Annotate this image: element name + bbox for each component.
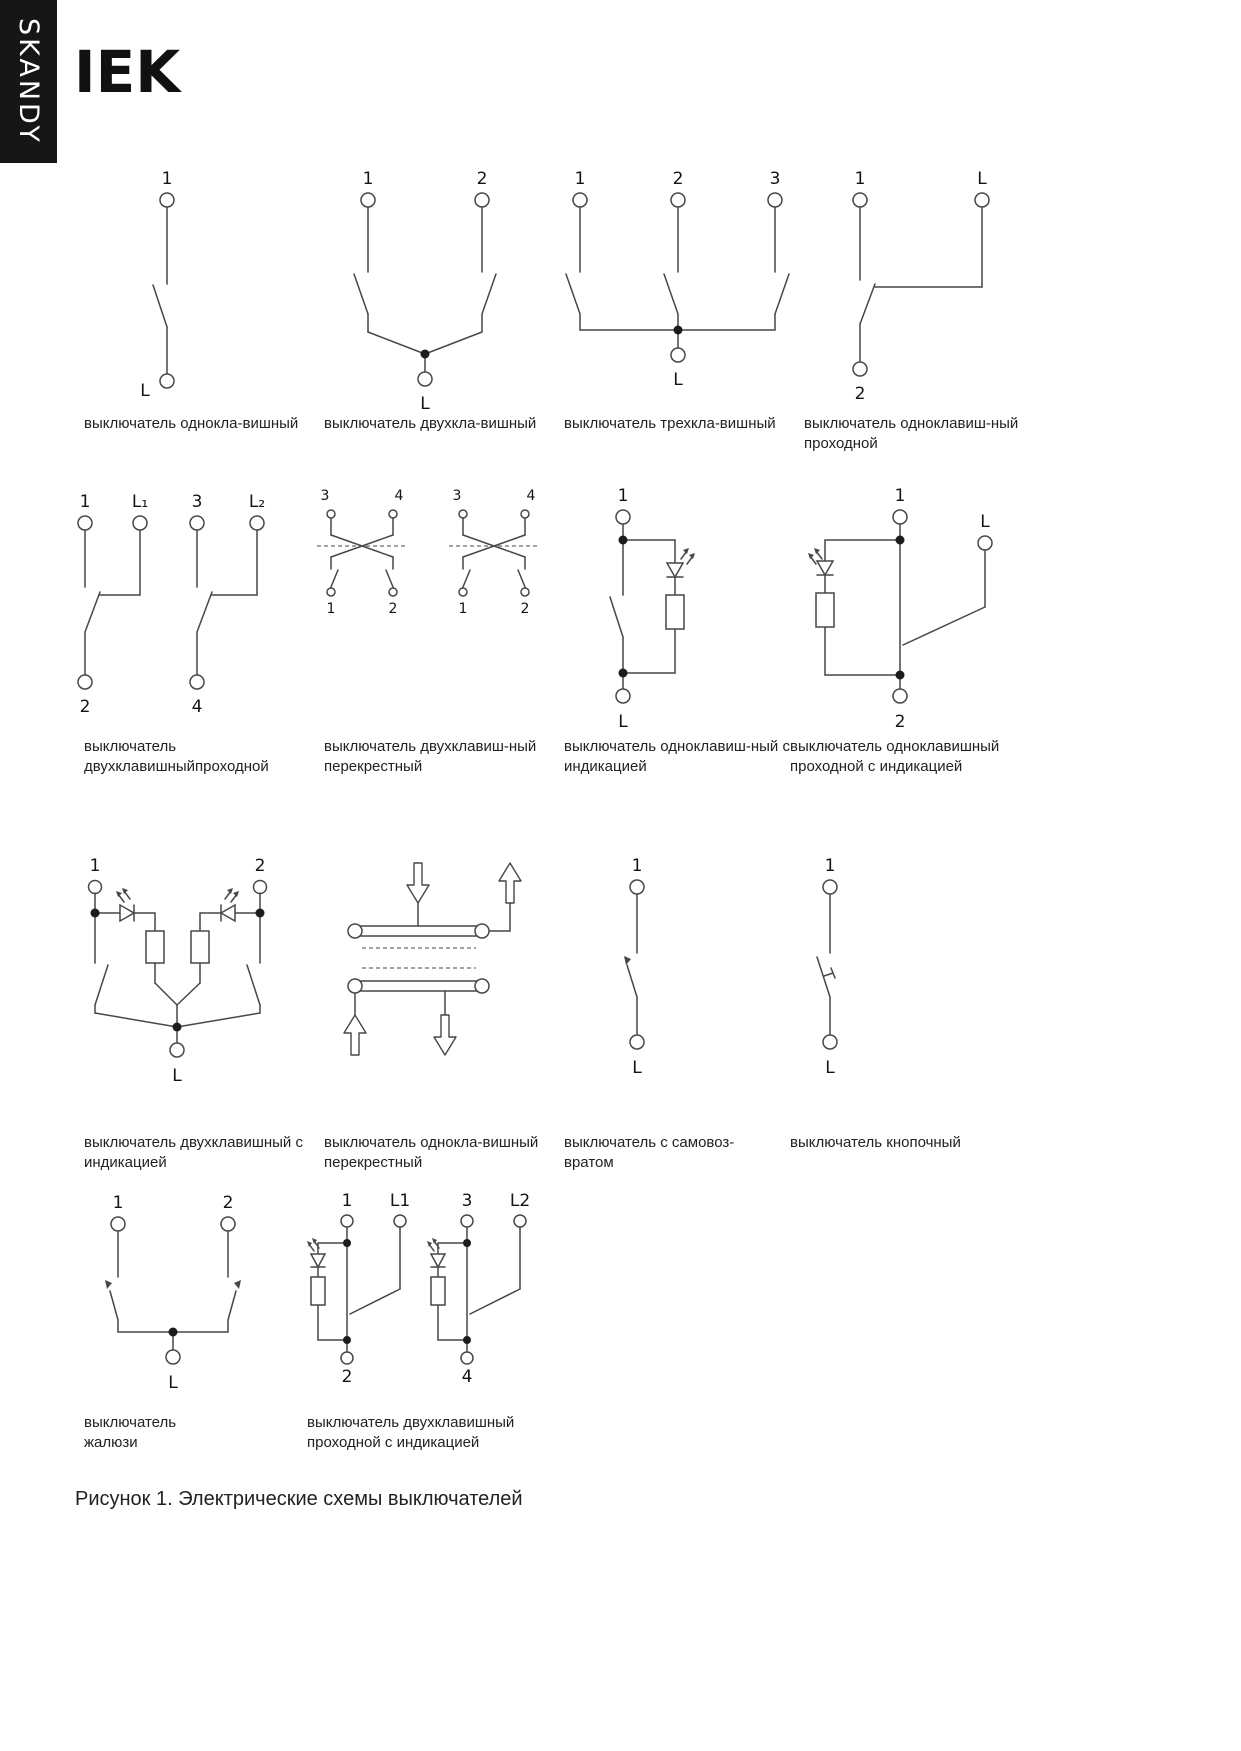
wires xyxy=(817,894,835,1035)
contact-circle xyxy=(475,979,489,993)
switch-blade xyxy=(664,274,678,314)
terminal-label: 1 xyxy=(79,492,91,512)
wires xyxy=(85,530,257,675)
blinds-schematic xyxy=(58,1192,288,1402)
switch-blade xyxy=(85,592,100,632)
diagram-double-cross-switch xyxy=(305,487,555,622)
resistor xyxy=(191,931,209,963)
resistor xyxy=(666,595,684,629)
terminal-circle xyxy=(893,510,907,524)
resistor xyxy=(816,593,834,627)
diagram-triple-switch xyxy=(552,162,792,417)
terminal-circle xyxy=(389,588,397,596)
label-blinds-switch: выключатель жалюзи xyxy=(84,1414,177,1452)
terminal-circle xyxy=(389,510,397,518)
diagram-self-return-switch xyxy=(582,855,692,1085)
label-double-pass-indicator-switch: выключатель двухклавишный проходной с индикацией xyxy=(307,1414,515,1452)
terminal-circle xyxy=(630,880,644,894)
terminal-circle xyxy=(78,675,92,689)
terminal-circle xyxy=(671,193,685,207)
terminal-label: 4 xyxy=(526,488,536,504)
led-indicator-icon xyxy=(808,548,833,575)
switch-blade xyxy=(350,1289,400,1314)
diagram-double-pass-switch xyxy=(60,487,310,742)
junction-dot xyxy=(619,669,628,678)
terminal-label: 3 xyxy=(320,488,330,504)
pass-indicator-unit-2 xyxy=(427,1191,530,1387)
label-double-pass-switch: выключатель двухклавишныйпроходной xyxy=(84,738,269,776)
terminal-circle xyxy=(975,193,989,207)
switch-blade xyxy=(110,1291,118,1320)
terminal-label: L xyxy=(825,1058,835,1078)
switch-blade xyxy=(331,570,338,587)
diagram-double-switch xyxy=(312,162,532,417)
brand-banner xyxy=(0,0,57,163)
terminal-label: L1 xyxy=(389,1191,411,1211)
terminal-label: 1 xyxy=(458,601,468,617)
terminal-circle xyxy=(254,881,267,894)
wires xyxy=(438,1227,520,1352)
led-emission-arrows-icon xyxy=(681,548,695,564)
switch-blade xyxy=(817,957,830,997)
terminal-circle xyxy=(89,881,102,894)
terminal-label: 2 xyxy=(79,697,91,717)
terminal-label: L xyxy=(420,394,430,414)
wires xyxy=(354,207,496,372)
terminal-circle xyxy=(160,374,174,388)
figure-caption: Рисунок 1. Электрические схемы выключателей xyxy=(75,1488,523,1510)
led-indicator-icon xyxy=(221,888,239,921)
junction-dot xyxy=(896,536,905,545)
terminal-label: L xyxy=(673,370,683,390)
terminal-circle xyxy=(893,689,907,703)
wires xyxy=(318,1227,400,1352)
terminal-circle xyxy=(190,516,204,530)
junction-dot xyxy=(343,1239,351,1247)
switch-blade xyxy=(627,965,637,997)
switch-blade xyxy=(153,285,167,327)
terminal-circle xyxy=(190,675,204,689)
terminal-label: 1 xyxy=(824,856,836,876)
terminal-circle xyxy=(475,193,489,207)
led-emission-arrows-icon xyxy=(225,888,239,902)
terminal-label: L xyxy=(172,1066,182,1086)
double-cross-schematic xyxy=(305,487,555,622)
terminal-circle xyxy=(459,510,467,518)
label-double-switch: выключатель двухкла-вишный xyxy=(324,415,537,432)
label-single-pass-switch: выключатель одноклавиш-ный проходной xyxy=(804,415,1019,453)
terminal-circle xyxy=(853,362,867,376)
wires xyxy=(627,894,637,1035)
junction-dot xyxy=(463,1336,471,1344)
terminal-label: 1 xyxy=(854,169,866,189)
terminal-label: 1 xyxy=(894,486,906,506)
label-double-cross-switch: выключатель двухклавиш-ный перекрестный xyxy=(324,738,537,776)
label-single-switch: выключатель однокла-вишный xyxy=(84,415,299,432)
switch-blade xyxy=(197,592,212,632)
diagram-double-indicator-switch xyxy=(58,855,323,1105)
switch-blade xyxy=(775,274,789,314)
wires xyxy=(355,903,510,1015)
junction-dot xyxy=(91,909,100,918)
junction-dot xyxy=(421,350,430,359)
terminal-circle xyxy=(853,193,867,207)
down-arrow-icon xyxy=(407,863,429,903)
led-indicator-icon xyxy=(116,888,134,921)
label-push-button-switch: выключатель кнопочный xyxy=(790,1134,961,1151)
diagram-single-cross-switch xyxy=(330,855,540,1070)
terminal-circle xyxy=(978,536,992,550)
switch-blade xyxy=(354,274,368,314)
terminal-circle xyxy=(250,516,264,530)
junction-dot xyxy=(619,536,628,545)
switch-blade xyxy=(470,1289,520,1314)
terminal-label: 2 xyxy=(854,384,866,404)
terminal-circle xyxy=(341,1215,353,1227)
label-single-pass-indicator-switch: выключатель одноклавишный проходной с индикацией xyxy=(790,738,1000,776)
diagram-push-button-switch xyxy=(775,855,885,1085)
led-emission-arrows-icon xyxy=(307,1238,319,1251)
terminal-label: L2 xyxy=(509,1191,531,1211)
single-cross-schematic xyxy=(330,855,540,1070)
junction-dot xyxy=(343,1336,351,1344)
terminal-circle xyxy=(170,1043,184,1057)
terminal-label: L xyxy=(632,1058,642,1078)
led-emission-arrows-icon xyxy=(116,888,130,902)
terminal-label: 1 xyxy=(574,169,586,189)
down-arrow-icon xyxy=(434,1015,456,1055)
terminal-circle xyxy=(394,1215,406,1227)
terminal-circle xyxy=(461,1215,473,1227)
terminal-label: 2 xyxy=(672,169,684,189)
terminal-label: L xyxy=(977,169,987,189)
diagram-single-switch xyxy=(107,162,227,412)
single-indicator-schematic xyxy=(553,487,718,747)
terminal-label: L₁ xyxy=(131,492,149,512)
terminal-label: 2 xyxy=(520,601,530,617)
double-switch-schematic xyxy=(312,162,532,417)
terminal-label: 1 xyxy=(326,601,336,617)
triple-switch-schematic xyxy=(552,162,792,417)
terminal-label: 1 xyxy=(89,856,101,876)
terminal-label: 3 xyxy=(191,492,203,512)
terminal-circle xyxy=(521,510,529,518)
junction-dot xyxy=(463,1239,471,1247)
iek-logo: IEK xyxy=(74,38,181,106)
diagram-blinds-switch xyxy=(58,1192,288,1402)
terminal-circle xyxy=(459,588,467,596)
terminal-label: 1 xyxy=(631,856,643,876)
terminal-circle xyxy=(341,1352,353,1364)
terminal-label: 3 xyxy=(452,488,462,504)
contact-circle xyxy=(348,979,362,993)
terminal-circle xyxy=(160,193,174,207)
junction-dot xyxy=(896,671,905,680)
wires xyxy=(331,518,393,587)
terminal-circle xyxy=(823,880,837,894)
switch-blade xyxy=(247,965,260,1005)
junction-dot xyxy=(169,1328,178,1337)
terminal-label: 3 xyxy=(461,1191,473,1211)
terminal-circle xyxy=(418,372,432,386)
terminal-label: 4 xyxy=(191,697,203,717)
terminal-circle xyxy=(671,348,685,362)
switch-blade xyxy=(386,570,393,587)
switch-blade xyxy=(860,284,875,324)
label-single-indicator-switch: выключатель одноклавиш-ный с индикацией xyxy=(564,738,790,776)
terminal-label: 4 xyxy=(461,1367,473,1387)
wires xyxy=(153,207,167,374)
terminal-circle xyxy=(221,1217,235,1231)
terminal-circle xyxy=(823,1035,837,1049)
terminal-label: 1 xyxy=(617,486,629,506)
terminal-circle xyxy=(768,193,782,207)
terminal-label: 1 xyxy=(362,169,374,189)
label-single-cross-switch: выключатель однокла-вишный перекрестный xyxy=(324,1134,539,1172)
single-switch-schematic xyxy=(107,162,227,412)
up-arrow-icon xyxy=(344,1015,366,1055)
terminal-circle xyxy=(630,1035,644,1049)
push-button-schematic xyxy=(775,855,885,1085)
label-triple-switch: выключатель трехкла-вишный xyxy=(564,415,776,432)
double-pass-indicator-schematic xyxy=(290,1192,550,1407)
terminal-circle xyxy=(573,193,587,207)
terminal-label: 3 xyxy=(769,169,781,189)
contact-circle xyxy=(348,924,362,938)
terminal-label: L₂ xyxy=(248,492,266,512)
terminal-circle xyxy=(327,588,335,596)
terminal-circle xyxy=(327,510,335,518)
resistor xyxy=(431,1277,445,1305)
wires xyxy=(463,518,525,587)
terminal-label: 2 xyxy=(476,169,488,189)
wires xyxy=(825,524,985,689)
blade-arrowhead-icon xyxy=(624,956,631,965)
single-pass-schematic xyxy=(795,162,1035,427)
diagram-single-pass-indicator-switch xyxy=(790,487,1040,747)
diagram-single-indicator-switch xyxy=(553,487,718,747)
double-indicator-schematic xyxy=(58,855,323,1105)
pass-indicator-unit-1 xyxy=(307,1191,410,1387)
terminal-label: L xyxy=(618,712,628,732)
resistor xyxy=(146,931,164,963)
switch-blade xyxy=(228,1291,236,1320)
up-arrow-icon xyxy=(499,863,521,903)
switch-blade xyxy=(482,274,496,314)
label-double-indicator-switch: выключатель двухклавишный с индикацией xyxy=(84,1134,303,1172)
diagram-double-pass-indicator-switch xyxy=(290,1192,550,1407)
terminal-label: 2 xyxy=(894,712,906,732)
terminal-label: 1 xyxy=(112,1193,124,1213)
terminal-label: 2 xyxy=(388,601,398,617)
single-pass-indicator-schematic xyxy=(790,487,1040,747)
terminal-label: L xyxy=(168,1373,178,1393)
double-pass-schematic xyxy=(60,487,310,742)
push-actuator xyxy=(824,973,833,976)
terminal-label: 2 xyxy=(341,1367,353,1387)
terminal-circle xyxy=(521,588,529,596)
cross-unit-2 xyxy=(449,488,537,617)
terminal-label: 1 xyxy=(161,169,173,189)
terminal-circle xyxy=(361,193,375,207)
terminal-label: 2 xyxy=(222,1193,234,1213)
switch-blade xyxy=(610,597,623,637)
blade-arrowhead-icon xyxy=(234,1280,241,1289)
led-indicator-icon xyxy=(667,548,695,577)
blade-arrowhead-icon xyxy=(105,1280,112,1289)
led-emission-arrows-icon xyxy=(427,1238,439,1251)
switch-blade xyxy=(463,570,470,587)
junction-dot xyxy=(674,326,683,335)
terminal-circle xyxy=(78,516,92,530)
terminal-label: 2 xyxy=(254,856,266,876)
switch-blade xyxy=(518,570,525,587)
terminal-label: L xyxy=(980,512,990,532)
terminal-label: 4 xyxy=(394,488,404,504)
brand-vertical-text: SKANDY xyxy=(13,18,44,145)
switch-blade xyxy=(566,274,580,314)
self-return-schematic xyxy=(582,855,692,1085)
terminal-circle xyxy=(461,1352,473,1364)
terminal-label: 1 xyxy=(341,1191,353,1211)
terminal-circle xyxy=(133,516,147,530)
cross-unit-1 xyxy=(317,488,405,617)
terminal-circle xyxy=(616,510,630,524)
junction-dot xyxy=(173,1023,182,1032)
contact-circle xyxy=(475,924,489,938)
wires xyxy=(860,207,982,362)
terminal-circle xyxy=(514,1215,526,1227)
terminal-label: L xyxy=(140,381,150,401)
diagram-single-pass-switch xyxy=(795,162,1035,427)
terminal-circle xyxy=(616,689,630,703)
switch-blade xyxy=(95,965,108,1005)
terminal-circle xyxy=(111,1217,125,1231)
junction-dot xyxy=(256,909,265,918)
switch-blade xyxy=(903,607,985,645)
terminal-circle xyxy=(166,1350,180,1364)
label-self-return-switch: выключатель с самовоз-вратом xyxy=(564,1134,735,1172)
resistor xyxy=(311,1277,325,1305)
